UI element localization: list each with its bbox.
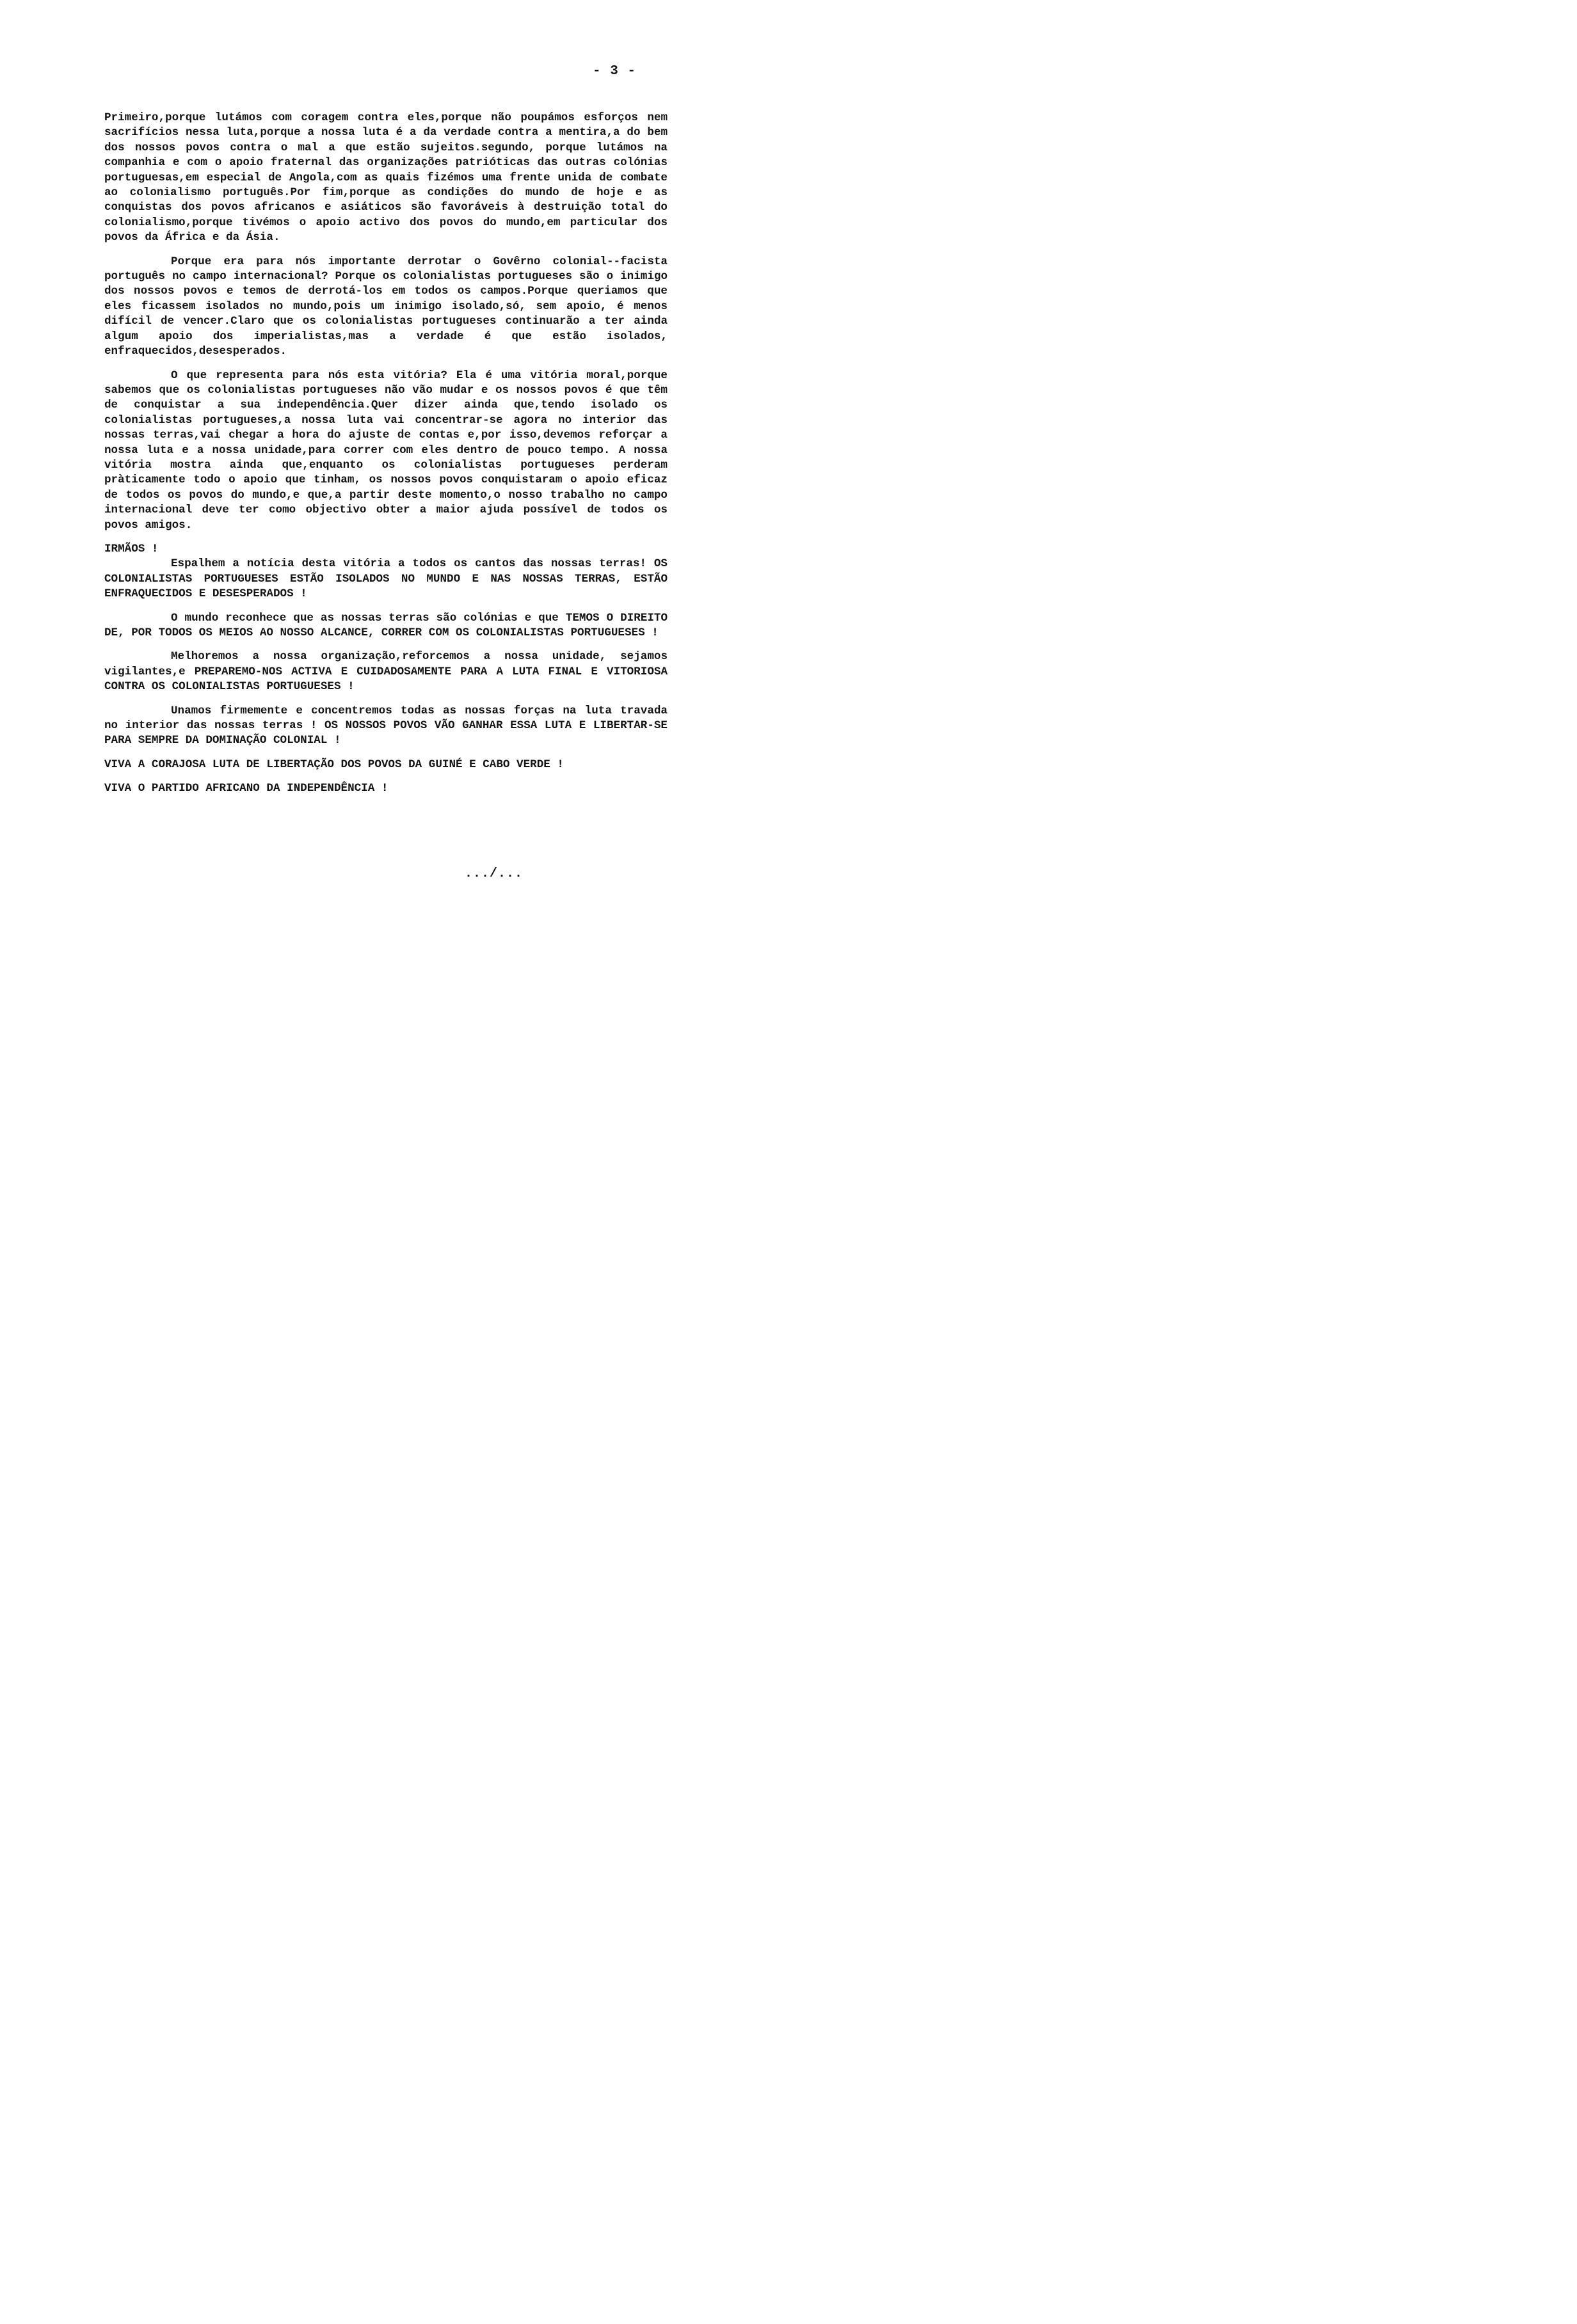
appeal-organization: Melhoremos a nossa organização,reforcemos a nossa unidade, sejamos vigilantes,e PREPAREMO-NOS ACTIVA E CUIDADOSAMENTE PARA A LUTA FINAL E VITORIOSA CONTRA OS COLONIALISTAS PORTUGUESES ! xyxy=(104,650,668,694)
document-page xyxy=(0,0,681,1003)
appeal-right-to-fight: O mundo reconhece que as nossas terras são colónias e que TEMOS O DIREITO DE, POR TODOS OS MEIOS AO NOSSO ALCANCE, CORRER COM OS COLONIALISTAS PORTUGUESES ! xyxy=(104,611,668,639)
appeal-spread-news: Espalhem a notícia desta vitória a todos os cantos das nossas terras! OS COLONIALISTAS PORTUGUESES ESTÃO ISOLADOS NO MUNDO E NAS NOSSAS TERRAS, ESTÃO ENFRAQUECIDOS E DESESPERADOS ! xyxy=(104,557,668,601)
document-body xyxy=(104,111,668,806)
page-number: - 3 - xyxy=(592,64,636,79)
continuation-mark: .../... xyxy=(465,866,524,881)
viva-line-struggle: VIVA A CORAJOSA LUTA DE LIBERTAÇÃO DOS POVOS DA GUINÉ E CABO VERDE ! xyxy=(104,758,564,771)
paragraph-reasons: Primeiro,porque lutámos com coragem contra eles,porque não poupámos esforços nem sacrifícios nessa luta,porque a nossa luta é a da verdade contra a mentira,a do bem dos nossos povos contra o mal a que estão sujeitos.segundo, porque lutámos na companhia e com o apoio fraternal das organizações patrióticas das outras colónias portuguesas,em especial de Angola,com as quais fizémos uma frente unida de combate ao colonialismo português.Por fim,porque as condições do mundo de hoje e as conquistas dos povos africanos e asiáticos são favoráveis à destruição total do colonialismo,porque tivémos o apoio activo dos povos do mundo,em particular dos povos da África e da Ásia. xyxy=(104,111,668,244)
paragraph-international-defeat: Porque era para nós importante derrotar o Govêrno colonial--facista português no campo internacional? Porque os colonialistas portugueses são o inimigo dos nossos povos e temos de derrotá-los em todos os campos.Porque queriamos que eles ficassem isolados no mundo,pois um inimigo isolado,só, sem apoio, é menos difícil de vencer.Claro que os colonialistas portugueses continuarão a ter ainda algum apoio dos imperialistas,mas a verdade é que estão isolados, enfraquecidos,desesperados. xyxy=(104,255,668,358)
viva-line-party: VIVA O PARTIDO AFRICANO DA INDEPENDÊNCIA ! xyxy=(104,782,388,795)
heading-irmaos: IRMÃOS ! xyxy=(104,542,159,555)
paragraph-moral-victory: O que representa para nós esta vitória? Ela é uma vitória moral,porque sabemos que os colonialistas portugueses não vão mudar e os nossos povos é que têm de conquistar a sua independência.Quer dizer ainda que,tendo isolado os colonialistas portugueses,a nossa luta vai concentrar-se agora no interior das nossas terras,vai chegar a hora do ajuste de contas e,por isso,devemos reforçar a nossa luta e a nossa unidade,para correr com eles dentro de pouco tempo. A nossa vitória mostra ainda que,enquanto os colonialistas portugueses perderam pràticamente todo o apoio que tinham, os nossos povos conquistaram o apoio eficaz de todos os povos do mundo,e que,a partir deste momento,o nosso trabalho no campo internacional deve ter como objectivo obter a maior ajuda possível de todos os povos amigos. xyxy=(104,369,668,532)
appeal-unite: Unamos firmemente e concentremos todas as nossas forças na luta travada no interior das nossas terras ! OS NOSSOS POVOS VÃO GANHAR ESSA LUTA E LIBERTAR-SE PARA SEMPRE DA DOMINAÇÃO COLONIAL ! xyxy=(104,704,668,747)
